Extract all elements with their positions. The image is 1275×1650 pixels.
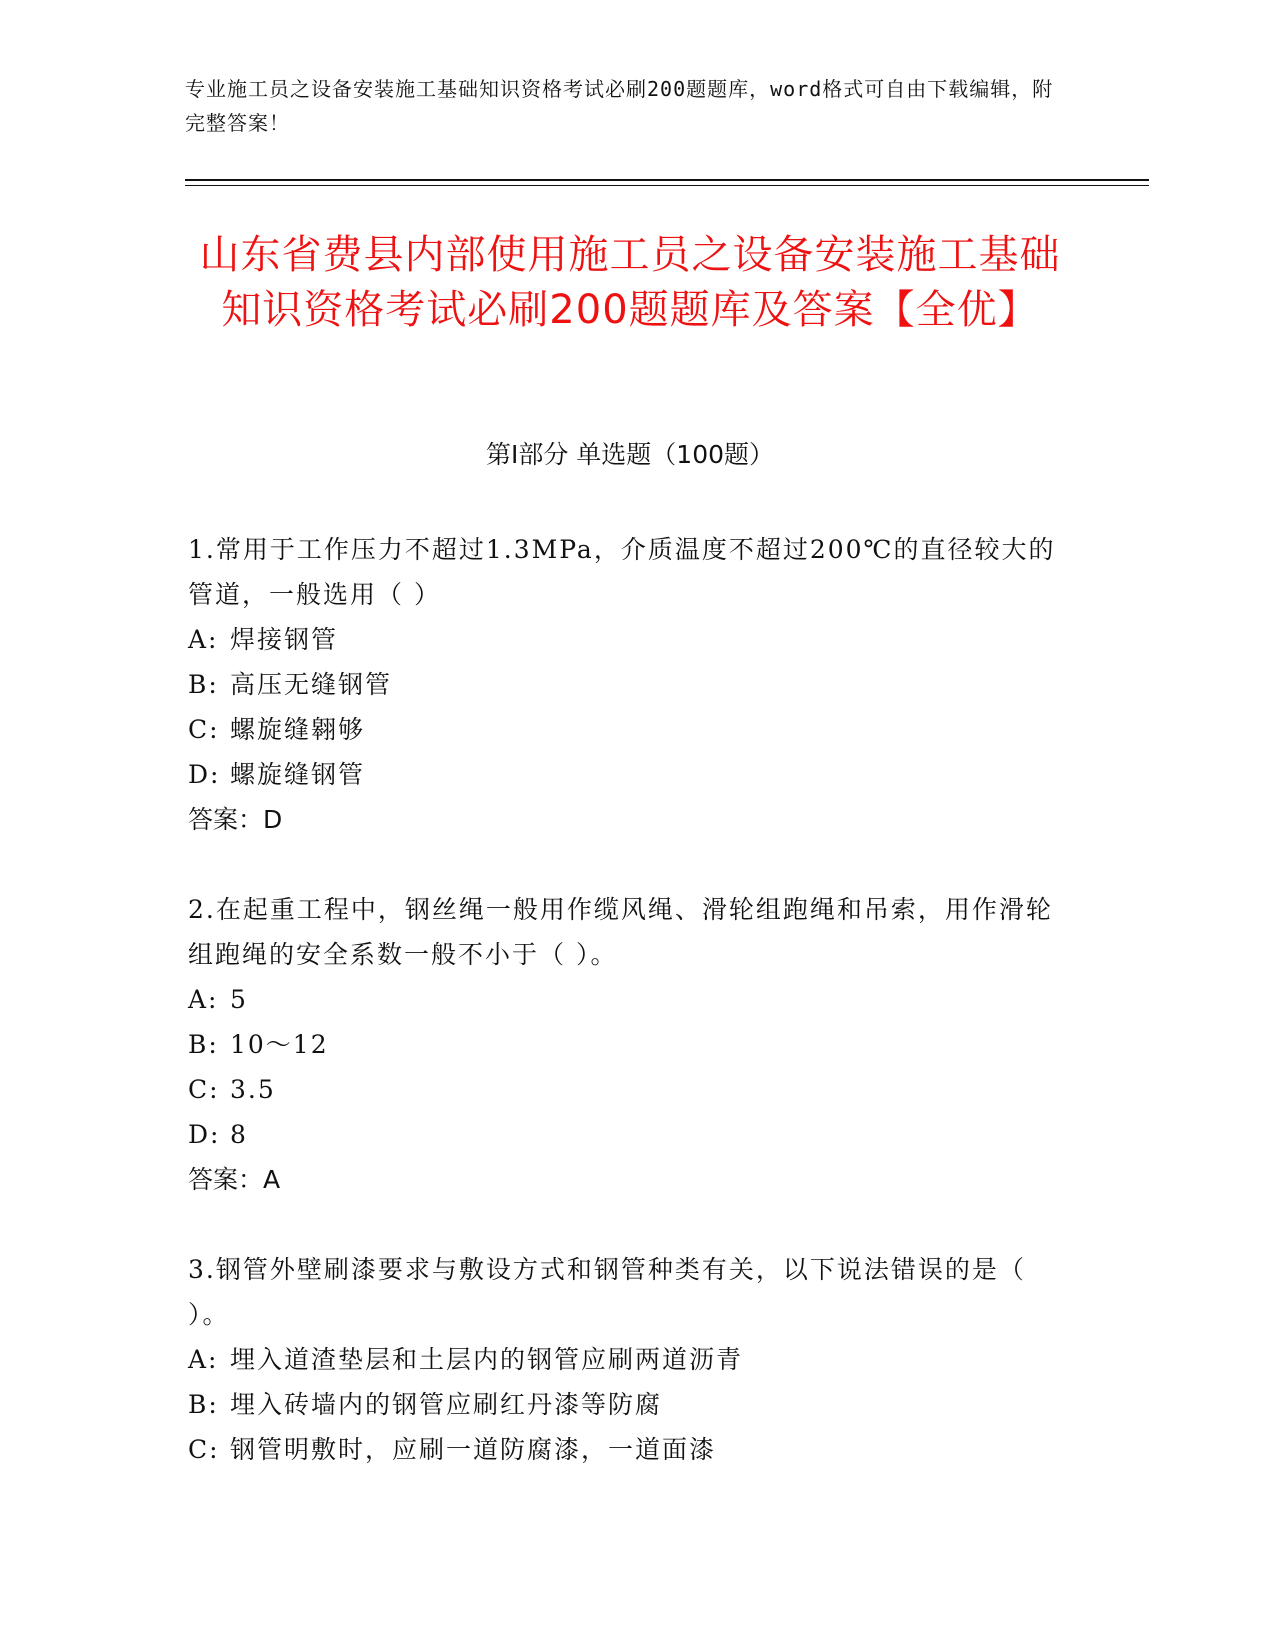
option-a: [188, 977, 1068, 1022]
answer-line: 答案：D: [188, 805, 283, 834]
document-title: 山东省费县内部使用施工员之设备安装施工基础知识资格考试必刷200题题库及答案【全优】: [199, 232, 1061, 333]
option-letter: C:: [188, 1435, 220, 1464]
option-letter: C:: [188, 1075, 220, 1104]
option-text: 10～12: [230, 1030, 329, 1059]
option-letter: A:: [188, 625, 219, 654]
option-text: 钢管明敷时，应刷一道防腐漆，一道面漆: [230, 1435, 717, 1464]
answer-line: 答案：A: [188, 1165, 281, 1194]
option-text: 焊接钢管: [230, 625, 339, 654]
option-letter: A:: [188, 985, 219, 1014]
question-stem: 3.钢管外壁刷漆要求与敷设方式和钢管种类有关，以下说法错误的是（ ）。: [188, 1255, 1026, 1329]
option-letter: B:: [188, 670, 219, 699]
header-text: 专业施工员之设备安装施工基础知识资格考试必刷200题题库，word格式可自由下载编辑，附完整答案！: [185, 77, 1054, 135]
option-letter: C:: [188, 715, 220, 744]
option-c: [188, 707, 1068, 752]
option-b: [188, 1022, 1068, 1067]
option-d: [188, 752, 1068, 797]
option-letter: A:: [188, 1345, 219, 1374]
question-2: [188, 887, 1068, 1202]
option-text: 5: [230, 985, 248, 1014]
question-stem: 2.在起重工程中，钢丝绳一般用作缆风绳、滑轮组跑绳和吊索，用作滑轮组跑绳的安全系数一般不小于（ ）。: [188, 895, 1053, 969]
option-text: 螺旋缝翱够: [230, 715, 366, 744]
option-b: [188, 1382, 1068, 1427]
header-divider-thin: [185, 185, 1149, 186]
option-letter: B:: [188, 1390, 219, 1419]
option-c: [188, 1067, 1068, 1112]
question-3: [188, 1247, 1068, 1472]
page-header: [185, 72, 1065, 140]
option-text: 8: [230, 1120, 248, 1149]
option-letter: D:: [188, 760, 221, 789]
option-letter: D:: [188, 1120, 221, 1149]
option-text: 埋入砖墙内的钢管应刷红丹漆等防腐: [230, 1390, 663, 1419]
option-text: 螺旋缝钢管: [230, 760, 366, 789]
question-1: [188, 527, 1068, 842]
option-text: 高压无缝钢管: [230, 670, 393, 699]
option-a: [188, 617, 1068, 662]
option-c: [188, 1427, 1068, 1472]
question-list: [188, 527, 1068, 1517]
option-letter: B:: [188, 1030, 219, 1059]
question-stem: 1.常用于工作压力不超过1.3MPa，介质温度不超过200℃的直径较大的管道，一般选用（ ）: [188, 535, 1056, 609]
option-d: [188, 1112, 1068, 1157]
option-a: [188, 1337, 1068, 1382]
option-text: 埋入道渣垫层和土层内的钢管应刷两道沥青: [230, 1345, 744, 1374]
option-text: 3.5: [230, 1075, 276, 1104]
option-b: [188, 662, 1068, 707]
header-divider: [185, 179, 1149, 181]
section-title: 第Ⅰ部分 单选题（100题）: [485, 440, 775, 469]
